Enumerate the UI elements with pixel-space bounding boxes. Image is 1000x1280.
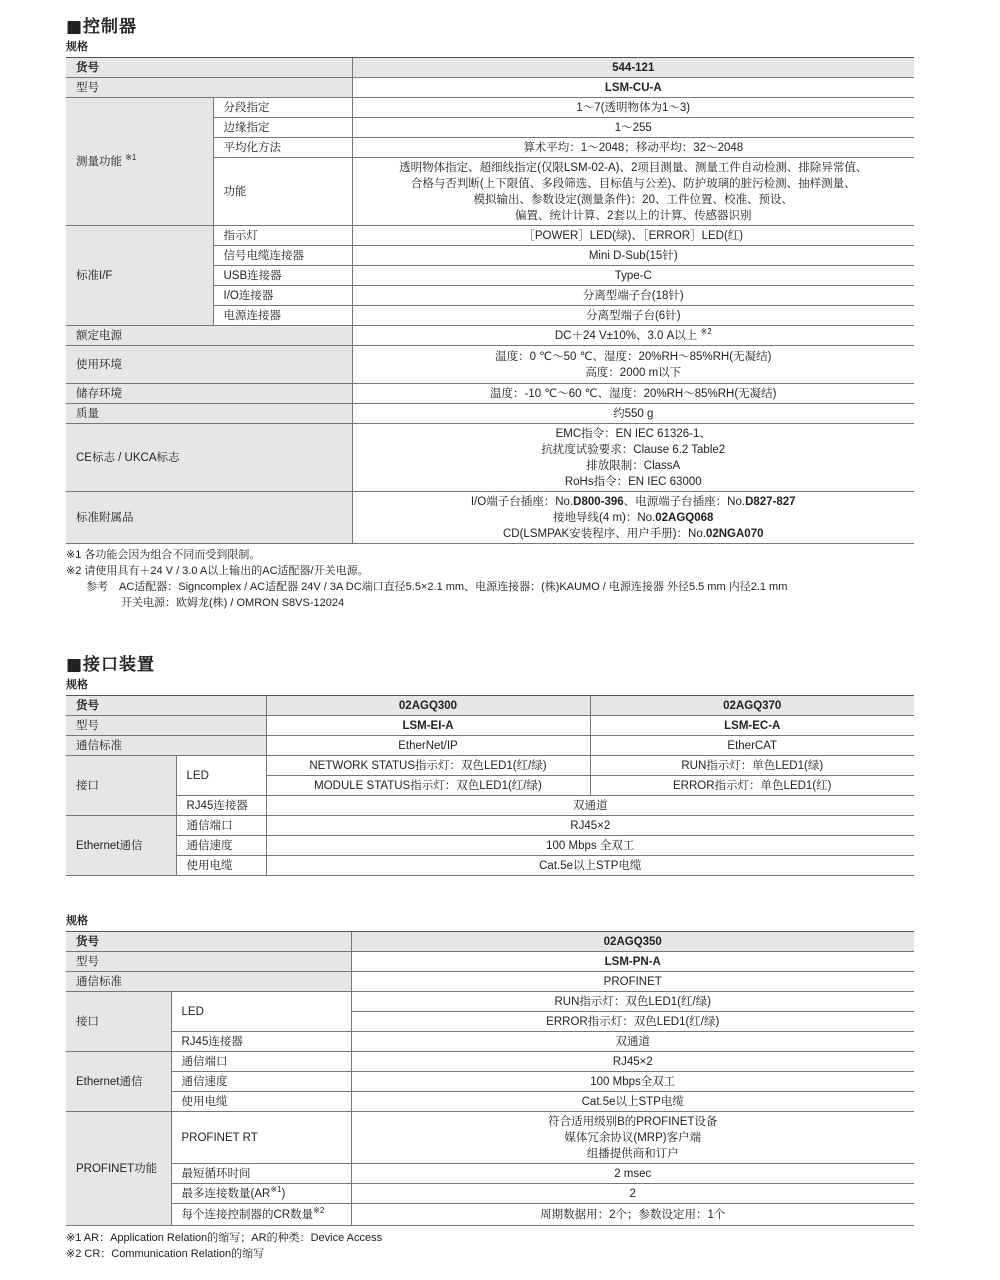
cell-value: Cat.5e以上STP电缆	[266, 856, 914, 876]
row-sublabel: 电源连接器	[213, 306, 352, 326]
note: ※1 各功能会因为组合不同而受到限制。	[66, 549, 261, 561]
cell-value: 约550 g	[352, 404, 914, 424]
controller-spec-table	[66, 57, 914, 544]
model-value: LSM-CU-A	[352, 78, 914, 98]
cell-value: EtherNet/IP	[266, 736, 590, 756]
part-no-value: 02AGQ300	[266, 696, 590, 716]
table-row	[66, 716, 914, 736]
row-sublabel: LED	[171, 992, 351, 1032]
row-sublabel: RJ45连接器	[176, 796, 266, 816]
row-sublabel: 指示灯	[213, 226, 352, 246]
cell-value: 温度：0 ℃～50 ℃、湿度：20%RH～85%RH(无凝结) 高度：2000 m以下	[352, 346, 914, 384]
row-label: 型号	[66, 952, 351, 972]
row-label: 货号	[66, 696, 266, 716]
row-sublabel: 使用电缆	[176, 856, 266, 876]
row-sublabel: 功能	[213, 158, 352, 226]
cell-value: Mini D-Sub(15针)	[352, 246, 914, 266]
row-sublabel: I/O连接器	[213, 286, 352, 306]
cell-value: 100 Mbps全双工	[351, 1072, 914, 1092]
row-sublabel: 信号电缆连接器	[213, 246, 352, 266]
cell-value: 1～7(透明物体为1～3)	[352, 98, 914, 118]
row-label: 型号	[66, 78, 352, 98]
row-sublabel: PROFINET RT	[171, 1112, 351, 1164]
row-sublabel: 通信速度	[176, 836, 266, 856]
row-label: 通信标准	[66, 736, 266, 756]
row-label: 标准I/F	[66, 226, 213, 326]
table-row	[66, 816, 914, 836]
note: ※2 CR：Communication Relation的缩写	[66, 1248, 265, 1260]
row-sublabel: 最短循环时间	[171, 1164, 351, 1184]
cell-value: I/O端子台插座：No.D800-396、电源端子台插座：No.D827-827 接地导线(4 m)：No.02AGQ068 CD(LSMPAK安装程序、用户手册)：No.02NGA070	[352, 492, 914, 544]
table-row	[66, 796, 914, 816]
cell-value: 双通道	[266, 796, 914, 816]
cell-value: 100 Mbps 全双工	[266, 836, 914, 856]
note: 开关电源：欧姆龙(株) / OMRON S8VS-12024	[121, 597, 345, 609]
table-row	[66, 1032, 914, 1052]
table-row	[66, 1184, 914, 1204]
row-label: Ethernet通信	[66, 1052, 171, 1112]
section-title-interface: ■接口装置	[66, 655, 156, 675]
row-sublabel: RJ45连接器	[171, 1032, 351, 1052]
table-row	[66, 226, 914, 246]
cell-value: 周期数据用：2个；参数设定用：1个	[351, 1204, 914, 1226]
cell-value: ［POWER］LED(绿)、［ERROR］LED(红)	[352, 226, 914, 246]
row-label: 使用环境	[66, 346, 352, 384]
row-label: 额定电源	[66, 326, 352, 346]
table-row	[66, 326, 914, 346]
row-label: PROFINET功能	[66, 1112, 171, 1226]
cell-value: Type-C	[352, 266, 914, 286]
row-sublabel: 每个连接控制器的CR数量$^{※2}$	[171, 1204, 351, 1226]
row-sublabel: USB连接器	[213, 266, 352, 286]
profinet-notes	[66, 1230, 382, 1262]
cell-value: 双通道	[351, 1032, 914, 1052]
row-sublabel: 通信速度	[171, 1072, 351, 1092]
cell-value: ERROR指示灯：单色LED1(红)	[590, 776, 914, 796]
cell-value: 算术平均：1～2048；移动平均：32～2048	[352, 138, 914, 158]
row-sublabel: 通信端口	[171, 1052, 351, 1072]
part-no-value: 02AGQ370	[590, 696, 914, 716]
cell-value: 2	[351, 1184, 914, 1204]
row-label: Ethernet通信	[66, 816, 176, 876]
table-row	[66, 952, 914, 972]
cell-value: EMC指令：EN IEC 61326-1、 抗扰度试验要求：Clause 6.2 Table2 排放限制：ClassA RoHs指令：EN IEC 63000	[352, 424, 914, 492]
row-label: 标准附属品	[66, 492, 352, 544]
cell-value: Cat.5e以上STP电缆	[351, 1092, 914, 1112]
row-label: 接口	[66, 992, 171, 1052]
table-row	[66, 972, 914, 992]
model-value: LSM-EC-A	[590, 716, 914, 736]
table-row	[66, 384, 914, 404]
table-row	[66, 736, 914, 756]
cell-value: RJ45×2	[351, 1052, 914, 1072]
table-row	[66, 346, 914, 384]
row-label: 货号	[66, 58, 352, 78]
cell-value: 透明物体指定、超细线指定(仅限LSM-02-A)、2项目测量、测量工件自动检测、排除异常值、 合格与否判断(上下限值、多段筛选、目标值与公差)、防护玻璃的脏污检测、抽样测量、 模拟输出、参数设定(测量条件)：20、工件位置、校准、预设、 偏置、统计计算、2套以上的计算、传感器识别	[352, 158, 914, 226]
table-row	[66, 992, 914, 1012]
part-no-value: 02AGQ350	[351, 932, 914, 952]
profinet-spec-table	[66, 931, 914, 1226]
cell-value: 分离型端子台(18针)	[352, 286, 914, 306]
cell-value: DC＋24 V±10%、3.0 A以上 $^{※2}$	[352, 326, 914, 346]
row-label: 测量功能 $^{※1}$	[66, 98, 213, 226]
subtitle-spec: 规格	[66, 914, 88, 927]
subtitle-spec: 规格	[66, 678, 88, 691]
table-row	[66, 404, 914, 424]
row-sublabel: 分段指定	[213, 98, 352, 118]
table-row	[66, 1092, 914, 1112]
row-label: 储存环境	[66, 384, 352, 404]
cell-value: 符合适用级别B的PROFINET设备 媒体冗余协议(MRP)客户端 组播提供商和订户	[351, 1112, 914, 1164]
row-sublabel: 平均化方法	[213, 138, 352, 158]
cell-value: RJ45×2	[266, 816, 914, 836]
table-row	[66, 98, 914, 118]
table-row	[66, 58, 914, 78]
table-row	[66, 1204, 914, 1226]
row-label: 通信标准	[66, 972, 351, 992]
note: 参考 AC适配器：Signcomplex / AC适配器 24V / 3A DC端口直径5.5×2.1 mm、电源连接器：(株)KAUMO / 电源连接器 外径5.5 mm 内径2.1 mm	[86, 581, 788, 593]
row-sublabel: 通信端口	[176, 816, 266, 836]
cell-value: 1～255	[352, 118, 914, 138]
table-row	[66, 696, 914, 716]
row-label: 货号	[66, 932, 351, 952]
cell-value: ERROR指示灯：双色LED1(红/绿)	[351, 1012, 914, 1032]
cell-value: PROFINET	[351, 972, 914, 992]
cell-value: 温度：-10 ℃～60 ℃、湿度：20%RH～85%RH(无凝结)	[352, 384, 914, 404]
subtitle-spec: 规格	[66, 40, 88, 53]
cell-value: MODULE STATUS指示灯：双色LED1(红/绿)	[266, 776, 590, 796]
table-row	[66, 1112, 914, 1164]
cell-value: RUN指示灯：双色LED1(红/绿)	[351, 992, 914, 1012]
table-row	[66, 856, 914, 876]
model-value: LSM-PN-A	[351, 952, 914, 972]
table-row	[66, 1072, 914, 1092]
table-row	[66, 424, 914, 492]
row-sublabel: 最多连接数量(AR$^{※1}$)	[171, 1184, 351, 1204]
model-value: LSM-EI-A	[266, 716, 590, 736]
row-label: 接口	[66, 756, 176, 816]
row-sublabel: LED	[176, 756, 266, 796]
row-label: CE标志 / UKCA标志	[66, 424, 352, 492]
table-row	[66, 1164, 914, 1184]
cell-value: EtherCAT	[590, 736, 914, 756]
part-no-value: 544-121	[352, 58, 914, 78]
controller-notes	[66, 547, 787, 611]
cell-value: NETWORK STATUS指示灯：双色LED1(红/绿)	[266, 756, 590, 776]
interface-spec-table	[66, 695, 914, 876]
table-row	[66, 78, 914, 98]
cell-value: 2 msec	[351, 1164, 914, 1184]
cell-value: RUN指示灯：单色LED1(绿)	[590, 756, 914, 776]
table-row	[66, 836, 914, 856]
row-label: 型号	[66, 716, 266, 736]
row-label: 质量	[66, 404, 352, 424]
cell-value: 分离型端子台(6针)	[352, 306, 914, 326]
note: ※2 请使用具有＋24 V / 3.0 A以上输出的AC适配器/开关电源。	[66, 565, 369, 577]
table-row	[66, 1052, 914, 1072]
row-sublabel: 使用电缆	[171, 1092, 351, 1112]
note: ※1 AR：Application Relation的缩写；AR的种类：Device Access	[66, 1232, 383, 1244]
table-row	[66, 492, 914, 544]
table-row	[66, 932, 914, 952]
section-title-controller: ■控制器	[66, 17, 138, 37]
table-row	[66, 756, 914, 776]
row-sublabel: 边缘指定	[213, 118, 352, 138]
